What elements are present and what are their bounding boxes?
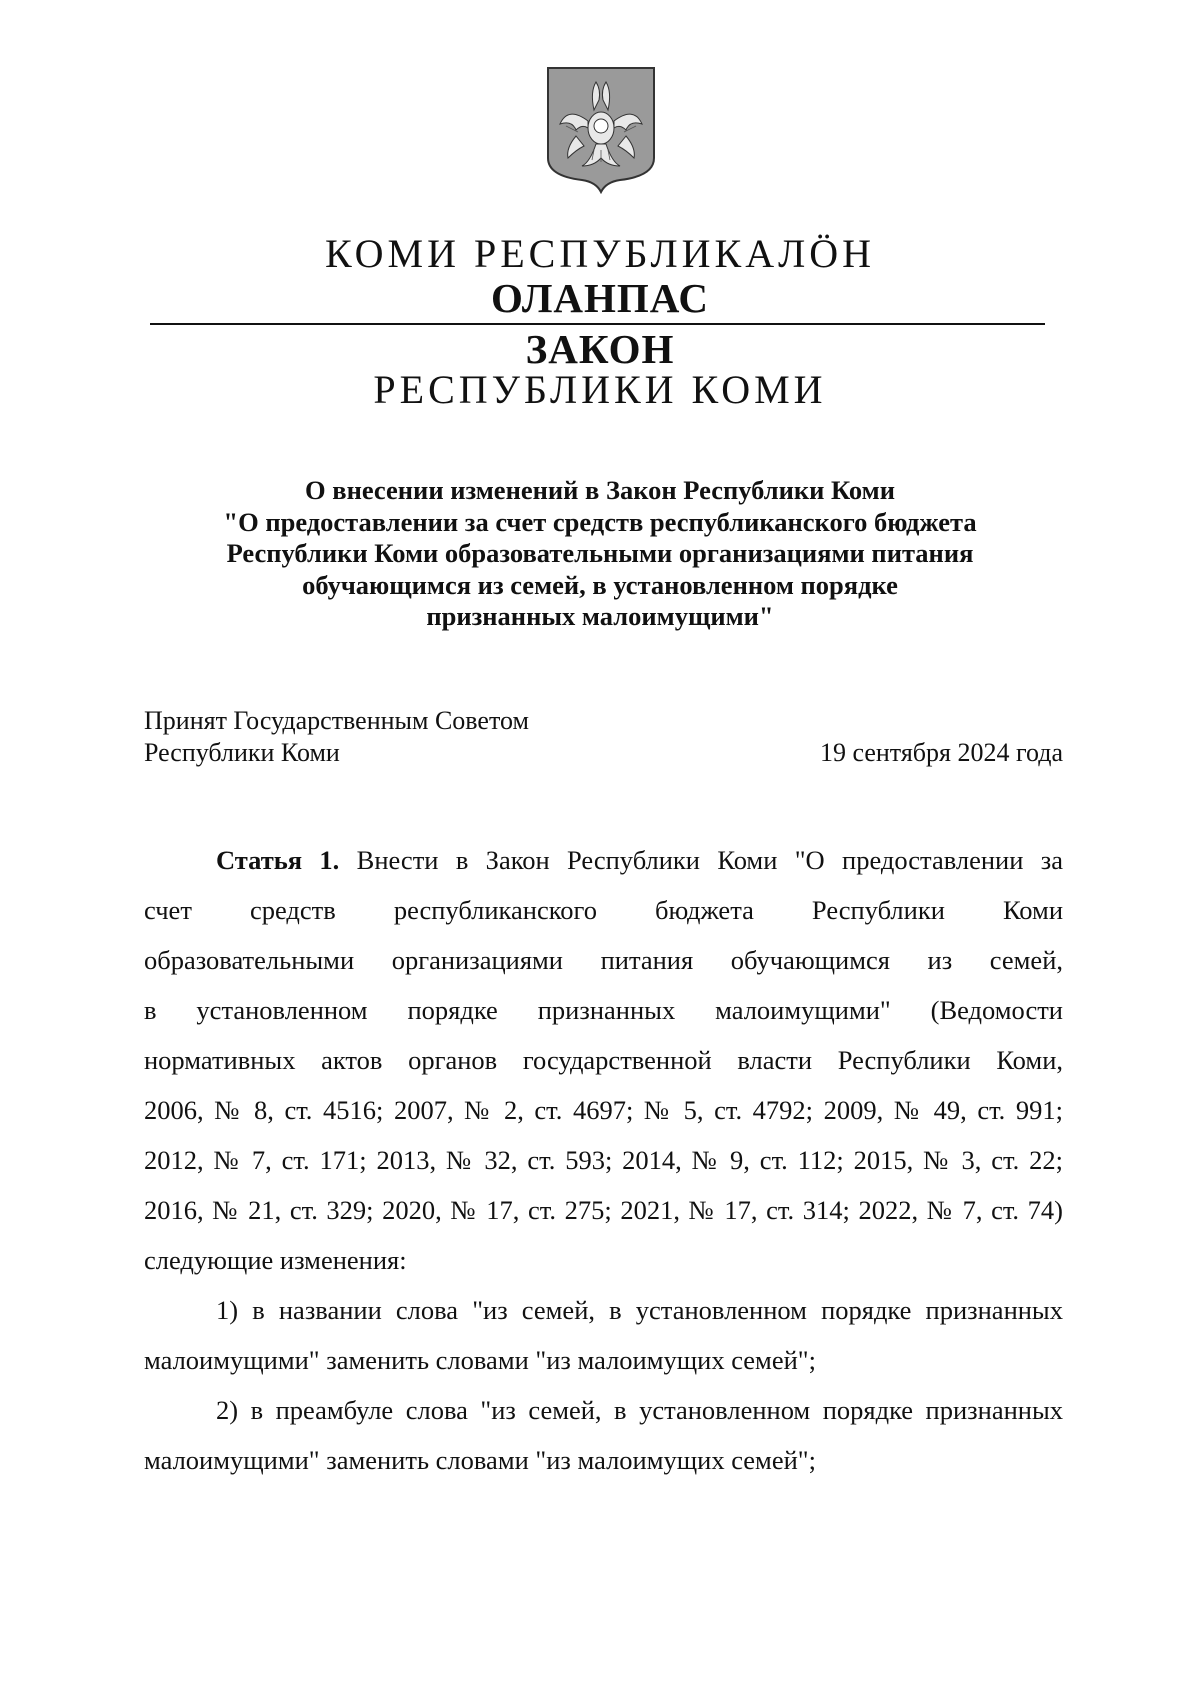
article-1 — [144, 844, 1063, 1494]
article-line: 2006, № 8, ст. 4516; 2007, № 2, ст. 4697; № 5, ст. 4792; 2009, № 49, ст. 991; — [144, 1095, 1063, 1125]
item-2-line: малоимущими" заменить словами "из малоимущих семей"; — [144, 1445, 816, 1475]
law-title-line: Республики Коми образовательными организациями питания — [226, 538, 974, 568]
article-text: Внести в Закон Республики Коми "О предоставлении за — [356, 845, 1063, 875]
article-line: счет средств республиканского бюджета Республики Коми — [144, 895, 1063, 925]
law-title-line: "О предоставлении за счет средств республиканского бюджета — [223, 506, 977, 537]
item-1-line: малоимущими" заменить словами "из малоимущих семей"; — [144, 1345, 816, 1375]
item-1-line: 1) в названии слова "из семей, в установленном порядке признанных — [216, 1295, 1063, 1325]
coat-of-arms-emblem — [546, 66, 656, 194]
law-title-line: О внесении изменений в Закон Республики Коми — [305, 475, 895, 505]
adoption-date: 19 сентября 2024 года — [819, 738, 1063, 767]
law-title-line: признанных малоимущими" — [426, 601, 774, 631]
article-first-line — [144, 844, 1063, 894]
article-line: образовательными организациями питания обучающимся из семей, — [144, 945, 1063, 975]
article-line: следующие изменения: — [144, 1245, 407, 1275]
article-line: 2012, № 7, ст. 171; 2013, № 32, ст. 593; 2014, № 9, ст. 112; 2015, № 3, ст. 22; — [144, 1145, 1063, 1175]
law-title-line: обучающимся из семей, в установленном порядке — [302, 569, 898, 600]
article-line: 2016, № 21, ст. 329; 2020, № 17, ст. 275; 2021, № 17, ст. 314; 2022, № 7, ст. 74) — [144, 1195, 1063, 1225]
article-line: в установленном порядке признанных малоимущими" (Ведомости — [144, 995, 1063, 1025]
article-heading: Статья 1. — [216, 845, 340, 875]
komi-title: КОМИ РЕСПУБЛИКАЛÖН — [324, 231, 876, 276]
olanpas-heading: ОЛАНПАС — [491, 275, 709, 321]
respublika-title: РЕСПУБЛИКИ КОМИ — [373, 367, 827, 412]
adoption-line: Принят Государственным Советом — [144, 706, 529, 735]
law-title — [140, 475, 1060, 633]
adoption-body — [144, 705, 529, 769]
adoption-line: Республики Коми — [144, 738, 340, 767]
article-line: нормативных актов органов государственной власти Республики Коми, — [144, 1045, 1063, 1075]
item-2-line: 2) в преамбуле слова "из семей, в установленном порядке признанных — [216, 1395, 1063, 1425]
zakon-heading: ЗАКОН — [525, 326, 675, 372]
